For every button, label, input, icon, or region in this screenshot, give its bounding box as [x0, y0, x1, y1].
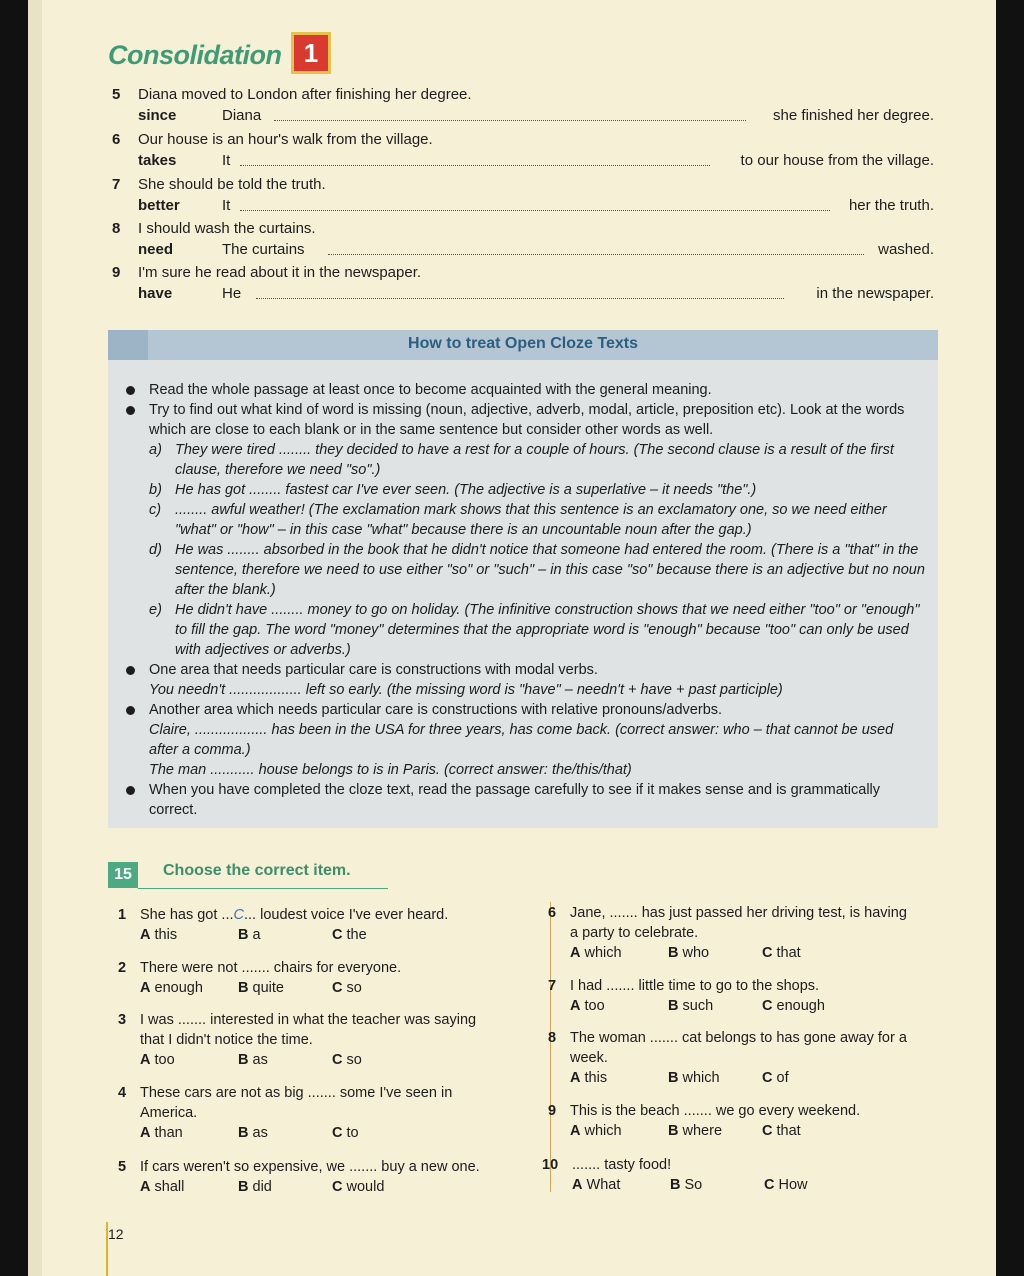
answer-blank[interactable]	[328, 254, 864, 255]
item-start: He	[222, 285, 242, 302]
option-a[interactable]: A What	[572, 1177, 621, 1193]
page-edge	[28, 0, 42, 1276]
answer-blank[interactable]	[274, 120, 746, 121]
question-text: If cars weren't so expensive, we ....... buy a new one.	[140, 1159, 480, 1175]
option-b[interactable]: B did	[238, 1179, 272, 1195]
option-a[interactable]: A shall	[140, 1179, 185, 1195]
option-c[interactable]: C of	[762, 1070, 789, 1086]
tip-example	[126, 600, 926, 660]
item-start: The curtains	[222, 241, 305, 258]
question-number: 1	[118, 907, 127, 923]
option-a[interactable]: A this	[570, 1070, 608, 1086]
question-text: She has got ...C... loudest voice I've ever heard.	[140, 907, 449, 923]
question-number: 7	[548, 978, 557, 994]
item-sentence: She should be told the truth.	[138, 176, 326, 193]
option-a[interactable]: A this	[140, 927, 178, 943]
option-b[interactable]: B as	[238, 1125, 268, 1141]
question-number: 8	[548, 1030, 557, 1046]
tip-bullet: One area that needs particular care is constructions with modal verbs.	[126, 660, 926, 680]
tip-example	[126, 480, 926, 500]
option-b[interactable]: B which	[668, 1070, 720, 1086]
example-text: They were tired ........ they decided to have a rest for a couple of hours. (The second clause is a result of the first clause, therefore we need "so".)	[175, 442, 894, 478]
textbook-page	[28, 0, 996, 1276]
tip-bullet: Another area which needs particular care is constructions with relative pronouns/adverbs.	[126, 700, 926, 720]
option-c[interactable]: C enough	[762, 998, 825, 1014]
item-number: 6	[112, 131, 121, 148]
option-b[interactable]: B a	[238, 927, 261, 943]
item-keyword: better	[138, 197, 180, 214]
tip-example: The man ........... house belongs to is in Paris. (correct answer: the/this/that)	[149, 762, 632, 778]
item-sentence: Diana moved to London after finishing her degree.	[138, 86, 472, 103]
tip-bullet: Try to find out what kind of word is missing (noun, adjective, adverb, modal, article, preposition etc). Look at the words which are close to each blank or in the same sentence but consider other words as well.	[126, 400, 926, 440]
example-letter: b)	[149, 482, 162, 498]
item-number: 7	[112, 176, 121, 193]
option-b[interactable]: B quite	[238, 980, 284, 996]
option-a[interactable]: A which	[570, 1123, 622, 1139]
option-c[interactable]: C to	[332, 1125, 359, 1141]
option-b[interactable]: B who	[668, 945, 710, 961]
answer-blank[interactable]	[240, 210, 830, 211]
option-b[interactable]: B where	[668, 1123, 723, 1139]
item-start: Diana	[222, 107, 262, 124]
option-b[interactable]: B such	[668, 998, 714, 1014]
question-text: Jane, ....... has just passed her driving test, is having a party to celebrate.	[570, 905, 907, 941]
exercise-header	[108, 860, 938, 890]
exercise-instruction: Choose the correct item.	[163, 862, 351, 879]
question-text: ....... tasty food!	[572, 1157, 672, 1173]
example-text: ........ awful weather! (The exclamation mark shows that this sentence is an exclamatory one, so we need either "what" or "how" – in this case "what" because there is an uncountable noun after the gap.)	[175, 502, 887, 538]
tip-example	[126, 500, 926, 540]
tip-example	[126, 540, 926, 600]
tips-body	[126, 380, 926, 820]
handwritten-answer: C	[233, 907, 244, 923]
option-b[interactable]: B as	[238, 1052, 268, 1068]
example-letter: e)	[149, 602, 162, 618]
example-letter: c)	[149, 502, 162, 518]
item-keyword: since	[138, 107, 177, 124]
item-end: in the newspaper.	[816, 285, 934, 302]
tip-example: You needn't .................. left so early. (the missing word is "have" – needn't + have + past participle)	[149, 682, 783, 698]
answer-blank[interactable]	[256, 298, 784, 299]
item-end: her the truth.	[848, 197, 934, 214]
answer-blank[interactable]	[240, 165, 710, 166]
question-text: There were not ....... chairs for everyone.	[140, 960, 402, 976]
option-a[interactable]: A enough	[140, 980, 203, 996]
option-c[interactable]: C that	[762, 1123, 801, 1139]
question-number: 10	[542, 1157, 559, 1173]
option-c[interactable]: C so	[332, 980, 362, 996]
tip-example	[126, 440, 926, 480]
tip-example: Claire, .................. has been in the USA for three years, has come back. (correct answer: who – that cannot be used after a comma.)	[149, 722, 894, 758]
exercise-underline	[138, 888, 388, 889]
example-text: He didn't have ........ money to go on holiday. (The infinitive construction shows that we need either "too" or "enough" to fill the gap. The word "money" determines that the appropriate word is "enough" because "too" can only be used with adjectives or adverbs.)	[175, 602, 920, 658]
question-number: 6	[548, 905, 557, 921]
option-c[interactable]: C would	[332, 1179, 385, 1195]
item-end: she finished her degree.	[773, 107, 934, 124]
exercise-number-badge: 15	[108, 862, 138, 888]
tip-bullet: When you have completed the cloze text, read the passage carefully to see if it makes sense and is grammatically correct.	[126, 780, 926, 820]
item-start: It	[222, 152, 231, 169]
page-number: 12	[108, 1226, 124, 1242]
unit-number-badge: 1	[291, 32, 331, 74]
option-c[interactable]: C How	[764, 1177, 808, 1193]
item-number: 8	[112, 220, 121, 237]
question-number: 2	[118, 960, 127, 976]
option-a[interactable]: A too	[570, 998, 605, 1014]
tips-title: How to treat Open Cloze Texts	[408, 335, 638, 352]
item-keyword: need	[138, 241, 174, 258]
option-c[interactable]: C so	[332, 1052, 362, 1068]
question-text: I had ....... little time to go to the shops.	[570, 978, 820, 994]
question-text: I was ....... interested in what the teacher was saying that I didn't notice the time.	[140, 1012, 477, 1048]
option-c[interactable]: C the	[332, 927, 367, 943]
item-end: to our house from the village.	[740, 152, 934, 169]
item-sentence: I should wash the curtains.	[138, 220, 316, 237]
tips-box	[108, 330, 938, 828]
example-letter: d)	[149, 542, 162, 558]
example-text: He was ........ absorbed in the book that he didn't notice that someone had entered the room. (There is a "that" in the sentence, therefore we need to use either "so" or "such" – in this case "so" because there is an adjective but no noun after the blank.)	[175, 542, 925, 598]
question-text: These cars are not as big ....... some I've seen in America.	[140, 1085, 453, 1121]
option-a[interactable]: A which	[570, 945, 622, 961]
page-title: Consolidation	[108, 40, 282, 70]
item-start: It	[222, 197, 231, 214]
item-keyword: takes	[138, 152, 177, 169]
item-keyword: have	[138, 285, 173, 302]
question-text: The woman ....... cat belongs to has gone away for a week.	[570, 1030, 907, 1066]
option-a[interactable]: A than	[140, 1125, 183, 1141]
option-c[interactable]: C that	[762, 945, 801, 961]
item-end: washed.	[878, 241, 934, 258]
question-number: 9	[548, 1103, 557, 1119]
item-sentence: Our house is an hour's walk from the village.	[138, 131, 433, 148]
question-number: 3	[118, 1012, 127, 1028]
question-number: 4	[118, 1085, 127, 1101]
option-b[interactable]: B So	[670, 1177, 703, 1193]
question-number: 5	[118, 1159, 127, 1175]
option-a[interactable]: A too	[140, 1052, 175, 1068]
example-letter: a)	[149, 442, 162, 458]
tip-bullet: Read the whole passage at least once to become acquainted with the general meaning.	[126, 380, 926, 400]
item-number: 9	[112, 264, 121, 281]
item-sentence: I'm sure he read about it in the newspaper.	[138, 264, 422, 281]
example-text: He has got ........ fastest car I've ever seen. (The adjective is a superlative – it needs "the".)	[175, 482, 757, 498]
item-number: 5	[112, 86, 121, 103]
question-text: This is the beach ....... we go every weekend.	[570, 1103, 861, 1119]
